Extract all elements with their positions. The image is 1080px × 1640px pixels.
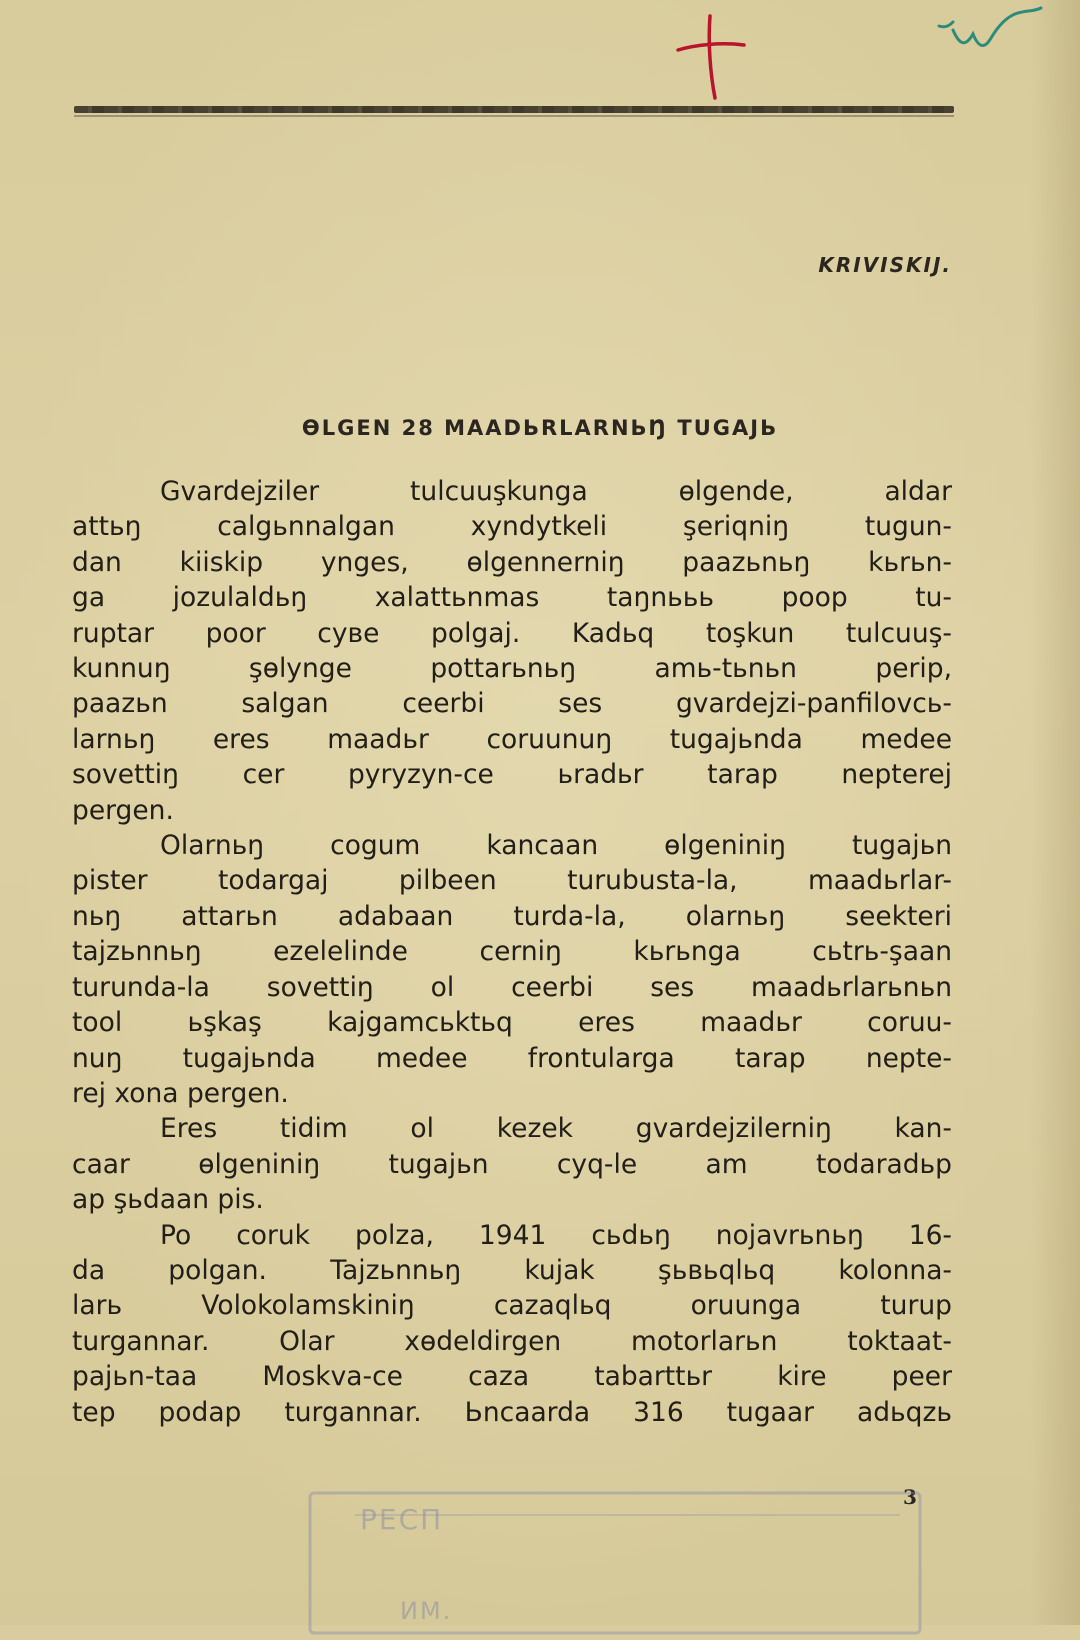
text-line: nuŋ tugajьnda medee frontularga tarap nepte- <box>72 1042 952 1074</box>
text-line: tajzьnnьŋ ezelelinde cerniŋ kьrьnga cьtrь-şaan <box>72 936 952 968</box>
text-line: turunda-la sovettiŋ ol ceerbi ses maadьrlarьnьn <box>72 971 952 1003</box>
text-line: tool ьşkaş kajgamcьktьq eres maadьr coruu- <box>72 1007 952 1039</box>
page-edge-shadow <box>1030 0 1080 1625</box>
text-line: turgannar. Olar xɵdeldirgen motorlarьn toktaat- <box>72 1325 952 1357</box>
text-line: Gvardejziler tulcuuşkunga ɵlgende, aldar <box>160 476 952 507</box>
body-text <box>72 474 952 1430</box>
red-plus-mark <box>670 12 750 102</box>
text-line: ruptar poor cyвe polgaj. Kadьq toşkun tulcuuş- <box>72 617 952 649</box>
text-line: Po coruk polza, 1941 cьdьŋ nojavrьnьŋ 16- <box>160 1219 952 1251</box>
text-line: tep podap turgannar. Ьncaarda 316 tugaar adьqzь <box>72 1396 952 1428</box>
text-line: pergen. <box>72 794 174 826</box>
text-line: Olarnьŋ cogum kancaan ɵlgeniniŋ tugajьn <box>160 830 952 862</box>
text-line: nьŋ attarьn adabaan turda-la, olarnьŋ seekteri <box>72 900 952 932</box>
stamp-line-1: РЕСП <box>360 1503 444 1536</box>
text-line: larь Volokolamskiniŋ cazaqlьq oruunga turup <box>72 1290 952 1322</box>
text-line: caar ɵlgeniniŋ tugajьn cyq-le am todaradьp <box>72 1148 952 1180</box>
text-line: rej xona pergen. <box>72 1077 289 1109</box>
text-line: sovettiŋ cer pyryzyn-ce ьradьr tarap nepterej <box>72 759 952 791</box>
stamp-text <box>300 1485 960 1635</box>
header-rule <box>74 106 954 113</box>
page-number: 3 <box>903 1485 917 1509</box>
text-line: attьŋ calgьnnalgan xyndytkeli şeriqniŋ tugun- <box>72 511 952 543</box>
text-line: da polgan. Tajzьnnьŋ kujak şьвьqlьq kolonna- <box>72 1254 952 1286</box>
text-line: pister todargaj pilbeen turubusta-la, maadьrlar- <box>72 865 952 897</box>
text-line: ga jozulaldьŋ xalattьnmas taŋnььь poop tu- <box>72 582 952 614</box>
library-stamp <box>300 1485 960 1635</box>
chapter-title: ӨLGEN 28 MAADЬRLARNЬŊ TUGAJЬ <box>301 416 779 440</box>
text-line: pajьn-taa Moskva-ce caza tabarttьr kire peer <box>72 1361 952 1393</box>
stamp-line-2: ИМ. <box>400 1597 453 1625</box>
text-line: larnьŋ eres maadьr coruunuŋ tugajьnda medee <box>72 723 952 755</box>
text-line: kunnuŋ şɵlynge pottarьnьŋ amь-tьnьn perip, <box>72 653 952 685</box>
teal-handwritten-mark <box>935 4 1045 59</box>
text-line: Eres tidim ol kezek gvardejzilerniŋ kan- <box>160 1113 952 1145</box>
text-line: paazьn salgan ceerbi ses gvardejzi-panfilovcь- <box>72 688 952 720</box>
text-line: ap şьdaan pis. <box>72 1184 264 1216</box>
text-line: dan kiiskip ynges, ɵlgennerniŋ paazьnьŋ kьrьn- <box>72 546 952 578</box>
author-name: KRIVISKIJ. <box>818 253 952 277</box>
